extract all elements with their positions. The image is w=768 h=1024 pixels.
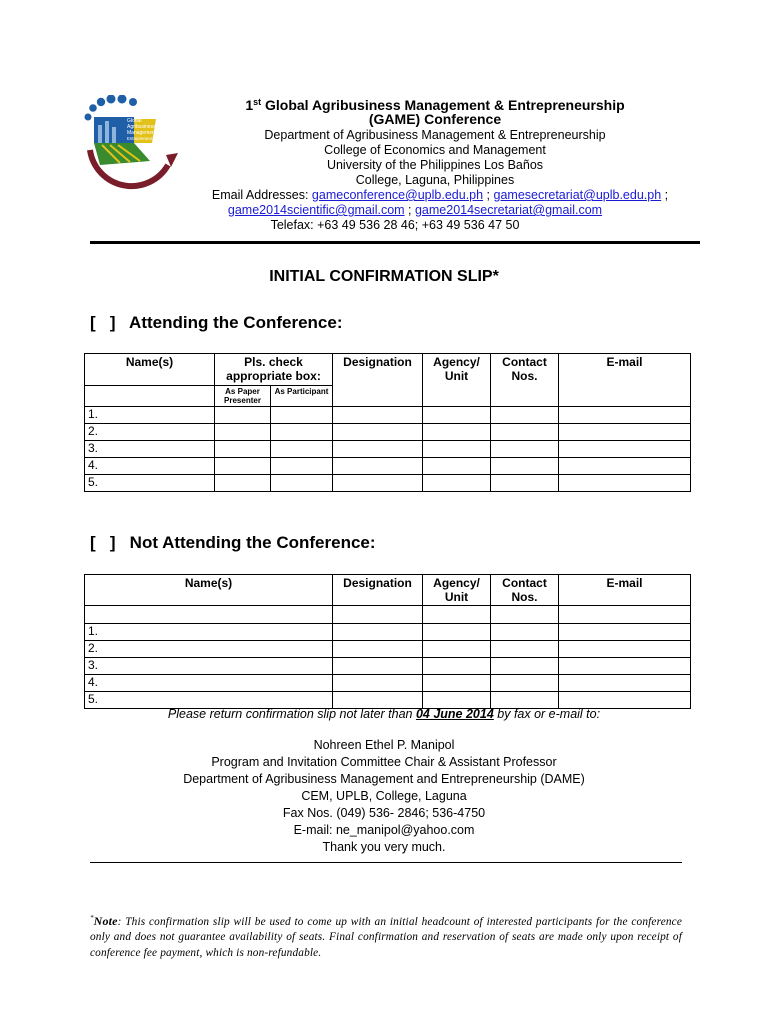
table-row <box>85 475 691 492</box>
department: Department of Agribusiness Management & Entrepreneurship <box>264 128 606 142</box>
col-participant: As Participant <box>271 386 333 407</box>
college: College of Economics and Management <box>324 143 546 157</box>
paper-checkbox[interactable] <box>215 424 271 441</box>
table-row <box>85 641 691 658</box>
row-number[interactable]: 1. <box>85 407 215 424</box>
col-names: Name(s) <box>85 354 215 386</box>
logo-text-2: Agribusiness <box>127 124 156 130</box>
header-divider <box>90 241 700 244</box>
contact-email: E-mail: ne_manipol@yahoo.com <box>293 823 475 837</box>
contact-fax: Fax Nos. (049) 536- 2846; 536-4750 <box>282 806 486 820</box>
conference-title-line2: (GAME) Conference <box>368 111 502 127</box>
row-number[interactable]: 2. <box>85 641 333 658</box>
table-row <box>85 458 691 475</box>
row-number[interactable]: 4. <box>85 458 215 475</box>
col-agency: Agency/ Unit <box>423 575 491 606</box>
conference-title: 1st Global Agribusiness Management & Entrepreneurship <box>245 97 625 113</box>
email-link-conference[interactable]: gameconference@uplb.edu.ph <box>311 188 484 202</box>
attending-table <box>84 353 691 492</box>
participant-checkbox[interactable] <box>271 407 333 424</box>
paper-checkbox[interactable] <box>215 475 271 492</box>
col-check: Pls. check appropriate box: <box>215 354 333 386</box>
col-names: Name(s) <box>85 575 333 606</box>
col-designation: Designation <box>333 354 423 407</box>
table-row <box>85 407 691 424</box>
not-attending-checkbox[interactable]: [ ] <box>90 533 116 552</box>
row-number[interactable]: 5. <box>85 692 333 709</box>
col-designation: Designation <box>333 575 423 606</box>
deadline-date: 04 June 2014 <box>415 707 494 721</box>
participant-checkbox[interactable] <box>271 441 333 458</box>
contact-dept: Department of Agribusiness Management and Entrepreneurship (DAME) <box>183 772 585 786</box>
note-label: Note <box>93 913 118 928</box>
row-number[interactable]: 5. <box>85 475 215 492</box>
note-text: : This confirmation slip will be used to come up with an initial headcount of interested participants for the conference only and does not guarantee availability of seats. Final confirmation and reservation of seats are made only upon receipt of conference fee payment, which is non-refundable. <box>90 915 682 959</box>
contact-name: Nohreen Ethel P. Manipol <box>313 738 455 752</box>
col-email: E-mail <box>559 354 691 407</box>
table-row <box>85 692 691 709</box>
logo-text-4: Entrepreneurship Conference <box>127 136 184 141</box>
email-link-scientific[interactable]: game2014scientific@gmail.com <box>227 203 405 217</box>
email-addresses: Email Addresses: gameconference@uplb.edu.ph ; gamesecretariat@uplb.edu.ph ; <box>211 188 669 202</box>
contact-title: Program and Invitation Committee Chair & Assistant Professor <box>211 755 557 769</box>
not-attending-table <box>84 574 691 709</box>
paper-checkbox[interactable] <box>215 441 271 458</box>
row-number[interactable]: 1. <box>85 624 333 641</box>
thank-you: Thank you very much. <box>322 840 446 854</box>
logo-text-3: Management & <box>127 130 161 136</box>
row-number[interactable]: 2. <box>85 424 215 441</box>
col-contact: Contact Nos. <box>491 354 559 407</box>
names-sub-cell[interactable] <box>85 386 215 407</box>
contact-block <box>0 737 768 856</box>
col-contact: Contact Nos. <box>491 575 559 606</box>
telefax: Telefax: +63 49 536 28 46; +63 49 536 47 50 <box>270 218 520 232</box>
participant-checkbox[interactable] <box>271 424 333 441</box>
logo-text-1: Global <box>127 118 142 124</box>
row-number[interactable]: 4. <box>85 675 333 692</box>
footer-divider <box>90 862 682 863</box>
email-link-secretariat[interactable]: gamesecretariat@uplb.edu.ph <box>493 188 662 202</box>
col-agency: Agency/ Unit <box>423 354 491 407</box>
footnote: *Note: This confirmation slip will be used to come up with an initial headcount of interested participants for the conference only and does not guarantee availability of seats. Final confirmation and reservation of seats are made only upon receipt of conference fee payment, which is non-refundable. <box>90 913 682 959</box>
table-row <box>85 624 691 641</box>
table-row <box>85 424 691 441</box>
col-email: E-mail <box>559 575 691 606</box>
university: University of the Philippines Los Baños <box>326 158 544 172</box>
return-instructions: Please return confirmation slip not later than 04 June 2014 by fax or e-mail to: <box>167 707 601 721</box>
participant-checkbox[interactable] <box>271 475 333 492</box>
contact-address: CEM, UPLB, College, Laguna <box>301 789 467 803</box>
email-addresses-line2: game2014scientific@gmail.com ; game2014secretariat@gmail.com <box>227 203 603 217</box>
participant-checkbox[interactable] <box>271 458 333 475</box>
attending-checkbox[interactable]: [ ] <box>90 313 116 332</box>
table-row <box>85 441 691 458</box>
paper-checkbox[interactable] <box>215 407 271 424</box>
paper-checkbox[interactable] <box>215 458 271 475</box>
slip-title: INITIAL CONFIRMATION SLIP* <box>269 268 499 285</box>
row-number[interactable]: 3. <box>85 441 215 458</box>
table-row <box>85 658 691 675</box>
table-row <box>85 675 691 692</box>
row-number[interactable]: 3. <box>85 658 333 675</box>
location: College, Laguna, Philippines <box>355 173 515 187</box>
not-attending-heading: [ ] Not Attending the Conference: <box>90 533 376 552</box>
col-paper-presenter: As Paper Presenter <box>215 386 271 407</box>
attending-heading: [ ] Attending the Conference: <box>90 313 343 332</box>
email-link-gmail-secretariat[interactable]: game2014secretariat@gmail.com <box>414 203 603 217</box>
